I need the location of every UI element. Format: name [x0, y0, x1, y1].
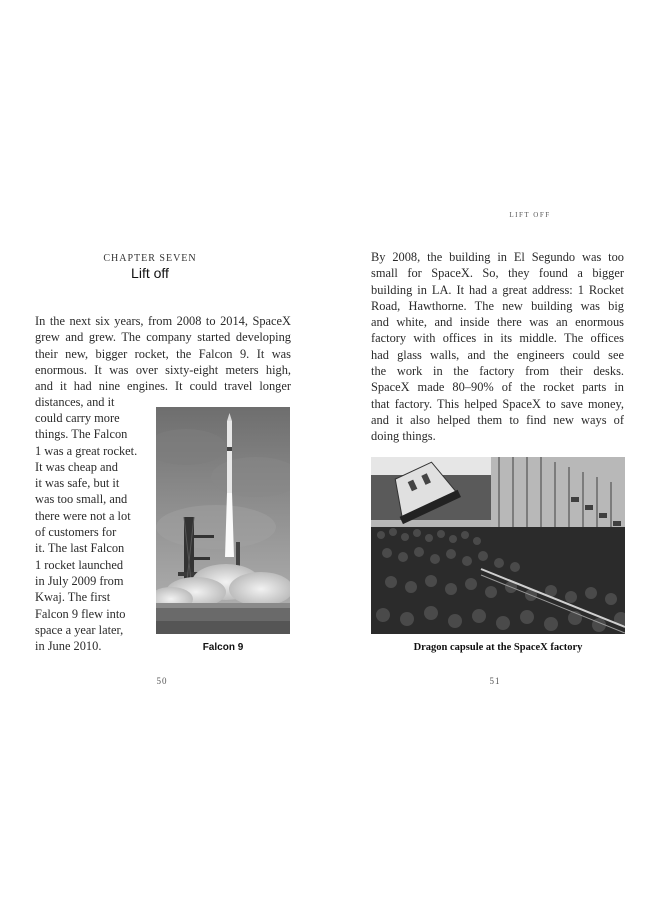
dragon-capsule-caption: Dragon capsule at the SpaceX factory: [413, 642, 583, 653]
text-line: it was safe, but it: [35, 476, 120, 491]
text-line: Kwaj. The first: [35, 590, 111, 605]
text-line: doing things.: [371, 429, 436, 444]
falcon-9-caption: Falcon 9: [202, 642, 244, 653]
text-line: there were not a lot: [35, 508, 131, 523]
text-line: 1 was a great rocket.: [35, 443, 138, 458]
text-line: enormous. It was over sixty-eight meters high,: [35, 362, 291, 377]
text-line: had glass walls, and the engineers could see: [371, 347, 624, 362]
text-line: 1 rocket launched: [35, 557, 124, 572]
right-paragraph: [371, 249, 624, 445]
text-line: that factory. This helped SpaceX to save money,: [371, 396, 624, 411]
text-line: their new, bigger rocket, the Falcon 9. It was: [35, 346, 291, 361]
text-line: was too small, and: [35, 492, 128, 507]
text-line: it. The last Falcon: [35, 541, 125, 556]
falcon-9-illustration: [156, 407, 290, 634]
page-number: 51: [489, 676, 501, 686]
text-line: things. The Falcon: [35, 427, 128, 442]
dragon-capsule-photo: [371, 457, 625, 634]
text-line: factory with offices in its middle. The offices: [371, 331, 624, 346]
text-line: SpaceX made 80–90% of the rocket parts in: [371, 380, 624, 395]
text-line: could carry more: [35, 411, 120, 425]
chapter-title: Lift off: [131, 265, 169, 281]
text-line: the work in the factory from their desks.: [371, 364, 624, 379]
left-paragraph: [35, 313, 291, 411]
text-line: grew and grew. The company started developing: [35, 330, 291, 345]
text-line: of customers for: [35, 525, 117, 540]
text-line: space a year later,: [35, 622, 124, 637]
text-line: and it had nine engines. It could travel longer: [35, 379, 291, 394]
text-line: In the next six years, from 2008 to 2014, SpaceX: [35, 314, 291, 328]
text-line: Road, Hawthorne. The new building was big: [371, 298, 624, 313]
text-line: small for SpaceX. So, they found a bigger: [371, 266, 624, 281]
falcon-9-photo: [156, 407, 290, 634]
text-line: in July 2009 from: [35, 573, 124, 588]
running-head: LIFT OFF: [509, 211, 551, 219]
text-line: By 2008, the building in El Segundo was too: [371, 250, 624, 264]
text-line: Falcon 9 flew into: [35, 606, 126, 621]
text-line: and white, and inside there was an enormous: [371, 315, 624, 330]
page-number: 50: [156, 676, 168, 686]
text-line: building in LA. It had a great address: 1 Rocket: [371, 282, 624, 297]
text-line: distances, and it: [35, 395, 115, 410]
right-page: [330, 0, 660, 900]
text-line: and it also helped them to find new ways of: [371, 412, 624, 427]
left-wrapped-text: [35, 410, 150, 654]
dragon-factory-illustration: [371, 457, 625, 634]
chapter-label: CHAPTER SEVEN: [103, 253, 197, 264]
text-line: It was cheap and: [35, 459, 118, 474]
text-line: in June 2010.: [35, 639, 102, 654]
